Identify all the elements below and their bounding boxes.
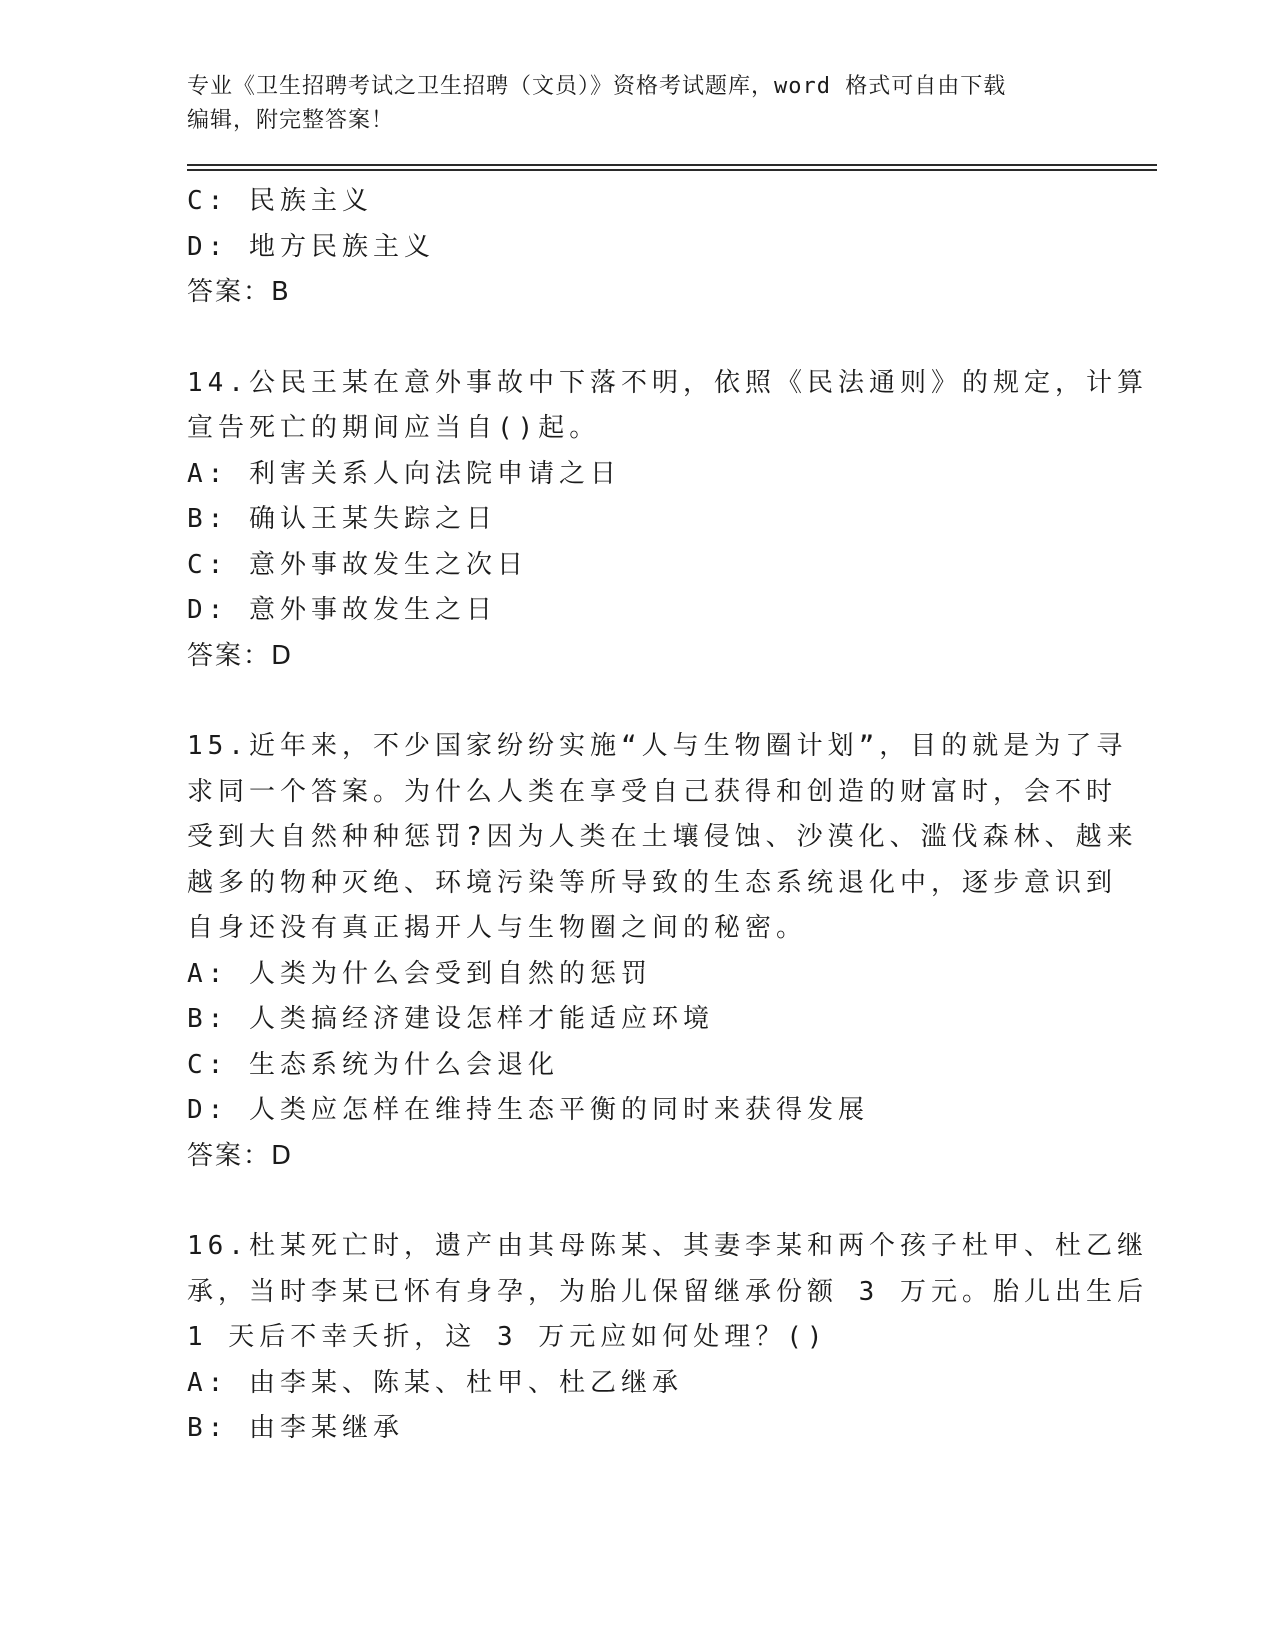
option-a: A: 利害关系人向法院申请之日 (187, 458, 621, 489)
question-stem-line: 宣告死亡的期间应当自()起。 (187, 413, 601, 443)
question-stem-line: 1 天后不幸夭折，这 3 万元应如何处理？() (187, 1322, 828, 1352)
header-line-2: 编辑，附完整答案！ (187, 108, 395, 133)
question-stem-line: 越多的物种灭绝、环境污染等所导致的生态系统退化中，逐步意识到 (187, 867, 1118, 898)
option-d: D: 人类应怎样在维持生态平衡的同时来获得发展 (187, 1095, 869, 1125)
option-b: B: 由李某继承 (187, 1413, 404, 1443)
option-d: D: 意外事故发生之日 (187, 595, 497, 625)
question-stem-line: 自身还没有真正揭开人与生物圈之间的秘密。 (187, 913, 808, 943)
option-c: C: 生态系统为什么会退化 (187, 1049, 559, 1080)
question-16 (187, 1224, 1157, 1452)
header-divider (187, 164, 1157, 171)
option-b: B: 人类搞经济建设怎样才能适应环境 (187, 1004, 714, 1034)
question-14 (187, 361, 1157, 680)
divider-line-bottom (187, 169, 1157, 171)
question-stem-line: 受到大自然种种惩罚?因为人类在土壤侵蚀、沙漠化、滥伐森林、越来 (187, 822, 1138, 852)
option-a: A: 由李某、陈某、杜甲、杜乙继承 (187, 1367, 683, 1398)
header-line-1: 专业《卫生招聘考试之卫生招聘（文员）》资格考试题库，word 格式可自由下载 (187, 74, 1007, 99)
option-a: A: 人类为什么会受到自然的惩罚 (187, 958, 652, 989)
answer-line: 答案：D (187, 1140, 294, 1171)
question-stem-line: 求同一个答案。为什么人类在享受自己获得和创造的财富时，会不时 (187, 776, 1118, 807)
question-stem-line: 14.公民王某在意外事故中下落不明，依照《民法通则》的规定，计算 (187, 367, 1148, 398)
option-b: B: 确认王某失踪之日 (187, 504, 497, 534)
answer-line: 答案：B (187, 277, 291, 307)
option-d: D: 地方民族主义 (187, 231, 435, 262)
question-stem-line: 承，当时李某已怀有身孕，为胎儿保留继承份额 3 万元。胎儿出生后 (187, 1276, 1148, 1307)
question-stem-line: 16.杜某死亡时，遗产由其母陈某、其妻李某和两个孩子杜甲、杜乙继 (187, 1231, 1148, 1261)
answer-line: 答案：D (187, 640, 294, 671)
option-c: C: 民族主义 (187, 186, 373, 216)
document-header (187, 70, 1157, 138)
question-15 (187, 724, 1157, 1179)
divider-line-top (187, 164, 1157, 166)
question-stem-line: 15.近年来，不少国家纷纷实施“人与生物圈计划”，目的就是为了寻 (187, 731, 1128, 761)
document-page (187, 70, 1157, 1452)
option-c: C: 意外事故发生之次日 (187, 549, 528, 580)
question-13-continued (187, 179, 1157, 316)
